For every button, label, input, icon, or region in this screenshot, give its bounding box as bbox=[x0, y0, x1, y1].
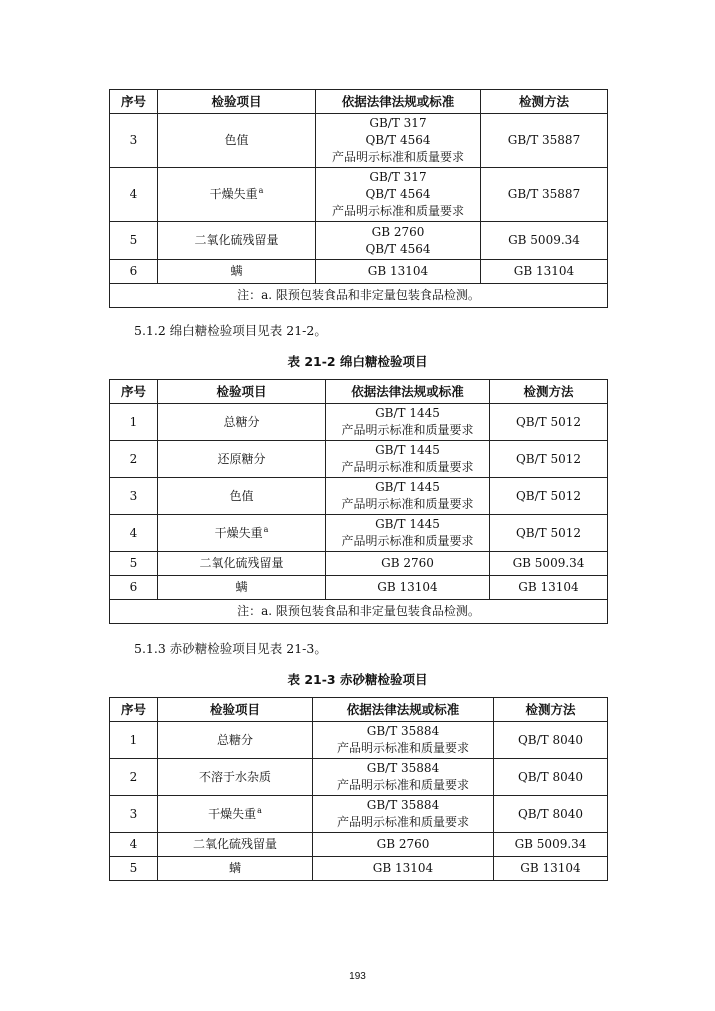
cell-standard bbox=[326, 576, 490, 600]
table-row bbox=[110, 260, 608, 284]
standard-line: GB 13104 bbox=[372, 861, 434, 875]
standard-line: QB/T 4564 bbox=[365, 241, 431, 256]
cell-item bbox=[158, 722, 313, 759]
cell-item bbox=[158, 759, 313, 796]
table-row bbox=[110, 857, 608, 881]
standard-line: GB/T 35884 bbox=[366, 724, 440, 738]
table-note: 注：a. 限预包装食品和非定量包装食品检测。 bbox=[110, 284, 608, 308]
cell-standard bbox=[326, 404, 490, 441]
header-item: 检验项目 bbox=[158, 90, 316, 114]
cell-standard bbox=[313, 833, 494, 857]
standard-line: 产品明示标准和质量要求 bbox=[341, 497, 474, 511]
table-note: 注：a. 限预包装食品和非定量包装食品检测。 bbox=[110, 600, 608, 624]
item-name: 总糖分 bbox=[216, 732, 253, 747]
standard-line: GB 13104 bbox=[367, 264, 429, 278]
standard-line: 产品明示标准和质量要求 bbox=[331, 204, 464, 218]
standard-line: GB 2760 bbox=[376, 837, 430, 851]
table-row bbox=[110, 441, 608, 478]
standard-line: GB 13104 bbox=[377, 580, 438, 594]
cell-seq: 5 bbox=[110, 857, 158, 881]
table-21-1 bbox=[109, 89, 608, 308]
cell-item bbox=[158, 552, 326, 576]
standard-line: GB/T 317 bbox=[369, 116, 427, 130]
standard-line: GB 2760 bbox=[381, 556, 434, 570]
footnote-marker: a bbox=[258, 186, 264, 195]
item-name: 二氧化硫残留量 bbox=[194, 233, 279, 247]
cell-seq: 5 bbox=[110, 552, 158, 576]
cell-standard bbox=[316, 222, 481, 260]
cell-standard bbox=[313, 796, 494, 833]
item-name: 螨 bbox=[235, 580, 248, 594]
page-number: 193 bbox=[349, 971, 366, 982]
header-standard: 依据法律法规或标准 bbox=[326, 380, 490, 404]
standard-line: 产品明示标准和质量要求 bbox=[336, 741, 469, 755]
standard-line: GB/T 317 bbox=[369, 170, 427, 184]
cell-seq: 3 bbox=[110, 114, 158, 168]
cell-item bbox=[158, 114, 316, 168]
cell-seq: 2 bbox=[110, 441, 158, 478]
cell-standard bbox=[316, 114, 481, 168]
cell-method: QB/T 8040 bbox=[494, 759, 608, 796]
header-standard: 依据法律法规或标准 bbox=[316, 90, 481, 114]
cell-method: QB/T 5012 bbox=[490, 478, 608, 515]
table-row bbox=[110, 576, 608, 600]
standard-line: GB/T 1445 bbox=[375, 443, 440, 457]
table-row bbox=[110, 796, 608, 833]
item-name: 色值 bbox=[224, 133, 249, 147]
cell-seq: 4 bbox=[110, 168, 158, 222]
cell-standard bbox=[326, 478, 490, 515]
standard-line: GB/T 1445 bbox=[375, 406, 440, 420]
cell-seq: 6 bbox=[110, 260, 158, 284]
footnote-marker: a bbox=[257, 805, 262, 815]
cell-seq: 4 bbox=[110, 515, 158, 552]
header-method: 检测方法 bbox=[481, 90, 608, 114]
item-name: 色值 bbox=[229, 488, 254, 503]
header-seq: 序号 bbox=[110, 698, 158, 722]
item-name: 螨 bbox=[228, 861, 241, 875]
header-seq: 序号 bbox=[110, 380, 158, 404]
item-name: 总糖分 bbox=[223, 414, 260, 429]
table-row bbox=[110, 222, 608, 260]
standard-line: GB/T 35884 bbox=[366, 761, 440, 775]
cell-seq: 3 bbox=[110, 796, 158, 833]
cell-method: QB/T 5012 bbox=[490, 441, 608, 478]
cell-seq: 3 bbox=[110, 478, 158, 515]
cell-standard bbox=[313, 722, 494, 759]
table-row bbox=[110, 552, 608, 576]
table-row bbox=[110, 722, 608, 759]
cell-item bbox=[158, 404, 326, 441]
table-21-3 bbox=[109, 697, 608, 881]
cell-method: GB/T 35887 bbox=[481, 168, 608, 222]
cell-seq: 1 bbox=[110, 404, 158, 441]
cell-method: GB 5009.34 bbox=[494, 833, 608, 857]
header-method: 检测方法 bbox=[490, 380, 608, 404]
standard-line: 产品明示标准和质量要求 bbox=[331, 150, 464, 164]
standard-line: 产品明示标准和质量要求 bbox=[336, 778, 469, 792]
standard-line: GB/T 35884 bbox=[366, 798, 440, 812]
standard-line: GB/T 1445 bbox=[375, 517, 440, 531]
cell-item bbox=[158, 222, 316, 260]
table-row bbox=[110, 114, 608, 168]
standard-line: 产品明示标准和质量要求 bbox=[341, 423, 474, 437]
item-name: 二氧化硫残留量 bbox=[199, 556, 284, 570]
table-21-2 bbox=[109, 379, 608, 624]
section-paragraph-5-1-2: 5.1.2 绵白糖检验项目见表 21-2。 bbox=[134, 323, 327, 338]
table-row bbox=[110, 759, 608, 796]
header-standard: 依据法律法规或标准 bbox=[313, 698, 494, 722]
cell-method: GB 5009.34 bbox=[490, 552, 608, 576]
item-name: 还原糖分 bbox=[217, 451, 266, 466]
cell-item bbox=[158, 441, 326, 478]
cell-standard bbox=[326, 552, 490, 576]
item-name: 干燥失重 bbox=[209, 187, 258, 201]
cell-standard bbox=[326, 515, 490, 552]
standard-line: QB/T 4564 bbox=[365, 187, 431, 201]
cell-standard bbox=[313, 759, 494, 796]
cell-seq: 4 bbox=[110, 833, 158, 857]
cell-item bbox=[158, 260, 316, 284]
table-row bbox=[110, 168, 608, 222]
table-row bbox=[110, 478, 608, 515]
header-method: 检测方法 bbox=[494, 698, 608, 722]
cell-method: QB/T 8040 bbox=[494, 722, 608, 759]
header-item: 检验项目 bbox=[158, 380, 326, 404]
cell-method: QB/T 8040 bbox=[494, 796, 608, 833]
cell-standard bbox=[316, 168, 481, 222]
cell-standard bbox=[326, 441, 490, 478]
cell-seq: 1 bbox=[110, 722, 158, 759]
table-caption-21-2: 表 21-2 绵白糖检验项目 bbox=[287, 354, 428, 369]
standard-line: GB 2760 bbox=[371, 224, 425, 239]
standard-line: 产品明示标准和质量要求 bbox=[341, 460, 474, 474]
cell-standard bbox=[316, 260, 481, 284]
cell-method: GB/T 35887 bbox=[481, 114, 608, 168]
cell-item bbox=[158, 576, 326, 600]
cell-seq: 5 bbox=[110, 222, 158, 260]
cell-item bbox=[158, 168, 316, 222]
item-name: 不溶于水杂质 bbox=[198, 769, 271, 784]
section-paragraph-5-1-3: 5.1.3 赤砂糖检验项目见表 21-3。 bbox=[134, 641, 327, 656]
cell-method: QB/T 5012 bbox=[490, 515, 608, 552]
cell-method: GB 13104 bbox=[494, 857, 608, 881]
cell-item bbox=[158, 796, 313, 833]
cell-seq: 6 bbox=[110, 576, 158, 600]
table-row bbox=[110, 833, 608, 857]
cell-method: QB/T 5012 bbox=[490, 404, 608, 441]
item-name: 二氧化硫残留量 bbox=[192, 837, 277, 851]
cell-item bbox=[158, 857, 313, 881]
cell-seq: 2 bbox=[110, 759, 158, 796]
header-seq: 序号 bbox=[110, 90, 158, 114]
table-caption-21-3: 表 21-3 赤砂糖检验项目 bbox=[287, 672, 428, 687]
cell-item bbox=[158, 478, 326, 515]
footnote-marker: a bbox=[263, 524, 269, 534]
cell-standard bbox=[313, 857, 494, 881]
item-name: 螨 bbox=[230, 264, 243, 278]
cell-method: GB 5009.34 bbox=[481, 222, 608, 260]
standard-line: 产品明示标准和质量要求 bbox=[336, 815, 469, 829]
header-item: 检验项目 bbox=[158, 698, 313, 722]
cell-item bbox=[158, 833, 313, 857]
standard-line: 产品明示标准和质量要求 bbox=[341, 534, 474, 548]
item-name: 干燥失重 bbox=[208, 806, 257, 821]
table-row bbox=[110, 404, 608, 441]
cell-method: GB 13104 bbox=[481, 260, 608, 284]
cell-item bbox=[158, 515, 326, 552]
table-row bbox=[110, 515, 608, 552]
item-name: 干燥失重 bbox=[214, 525, 263, 540]
cell-method: GB 13104 bbox=[490, 576, 608, 600]
standard-line: QB/T 4564 bbox=[365, 133, 431, 147]
standard-line: GB/T 1445 bbox=[375, 480, 440, 494]
